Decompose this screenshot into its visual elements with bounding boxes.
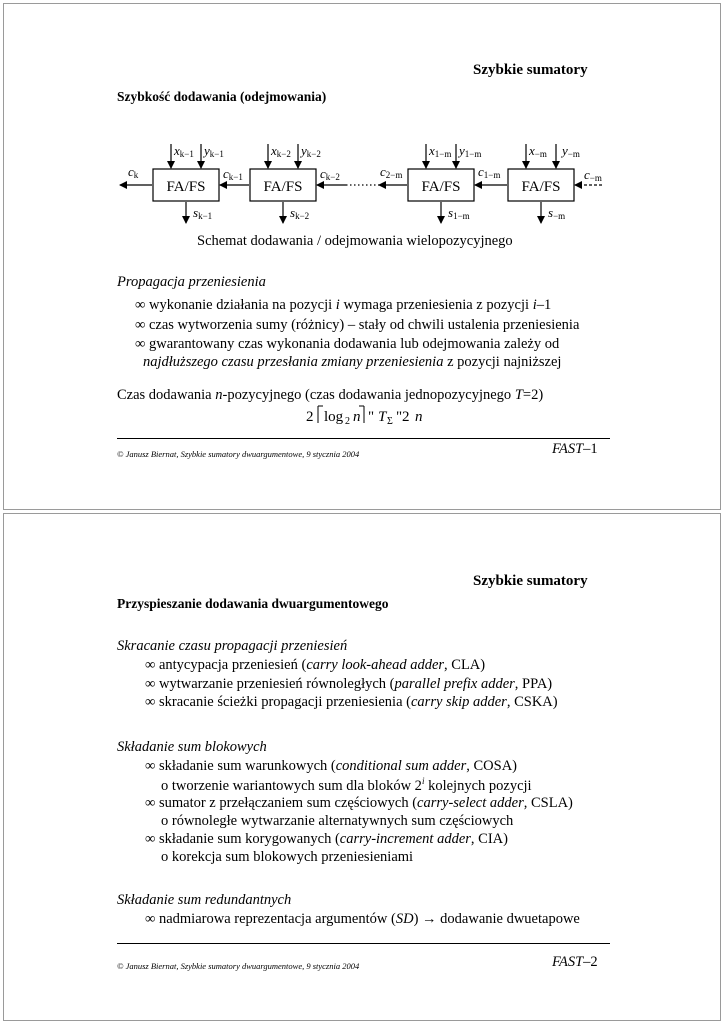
carry-label: c1−m xyxy=(478,164,501,180)
slide-title: Szybkie sumatory xyxy=(473,573,588,589)
sum-label: sk−2 xyxy=(290,205,310,221)
block-label: FA/FS xyxy=(263,179,303,195)
complexity-formula xyxy=(304,402,444,428)
svg-text:Σ: Σ xyxy=(387,416,393,427)
input-x-label: x1−m xyxy=(429,143,452,159)
sub-bullet-item: o korekcja sum blokowych przeniesieniami xyxy=(161,849,414,865)
bullet-item: ∞ antycypacja przeniesień (carry look-ahead adder, CLA) xyxy=(145,657,486,673)
infinity-bullet-icon: ∞ xyxy=(135,317,146,333)
time-statement: Czas dodawania n-pozycyjnego (czas dodawania jednopozycyjnego T=2) xyxy=(117,387,544,403)
input-x-label: xk−1 xyxy=(174,143,194,159)
section-heading: Skracanie czasu propagacji przeniesień xyxy=(117,638,348,654)
sub-bullet-item: o równoległe wytwarzanie alternatywnych sum częściowych xyxy=(161,813,514,829)
section-heading: Składanie sum blokowych xyxy=(117,739,267,755)
slide-subtitle: Szybkość dodawania (odejmowania) xyxy=(117,89,327,104)
infinity-bullet-icon: ∞ xyxy=(145,911,156,927)
circle-bullet-icon: o xyxy=(161,849,169,865)
slide-1 xyxy=(3,3,721,510)
bullet-item: ∞ gwarantowany czas wykonania dodawania lub odejmowania zależy od xyxy=(135,336,560,352)
input-y-label: yk−2 xyxy=(301,143,321,159)
page-label: FAST–1 xyxy=(552,441,598,457)
block-label: FA/FS xyxy=(166,179,206,195)
svg-text:n: n xyxy=(415,409,423,425)
input-y-label: y1−m xyxy=(459,143,482,159)
infinity-bullet-icon: ∞ xyxy=(135,297,146,313)
bullet-item: ∞ skracanie ścieżki propagacji przeniesienia (carry skip adder, CSKA) xyxy=(145,694,558,710)
svg-text:log: log xyxy=(324,409,344,425)
bullet-item: ∞ nadmiarowa reprezentacja argumentów (SD) → dodawanie dwuetapowe xyxy=(145,911,580,927)
svg-text:": " xyxy=(368,409,375,425)
circle-bullet-icon: o xyxy=(161,777,169,794)
right-arrow-icon: → xyxy=(422,911,437,927)
block-label: FA/FS xyxy=(421,179,461,195)
bullet-item: ∞ składanie sum korygowanych (carry-increment adder, CIA) xyxy=(145,831,508,847)
svg-text:2: 2 xyxy=(345,416,350,427)
sum-label: s1−m xyxy=(448,205,470,221)
sub-bullet-item: o tworzenie wariantowych sum dla bloków 2$^i$ kolejnych pozycji xyxy=(161,776,532,794)
infinity-bullet-icon: ∞ xyxy=(145,831,156,847)
block-label: FA/FS xyxy=(521,179,561,195)
carry-label: c−m xyxy=(584,167,602,183)
svg-text:": " xyxy=(396,409,403,425)
circle-bullet-icon: o xyxy=(161,813,169,829)
infinity-bullet-icon: ∞ xyxy=(145,795,156,811)
infinity-bullet-icon: ∞ xyxy=(145,657,156,673)
footer-credit: © Janusz Biernat, Szybkie sumatory dwuargumentowe, 9 stycznia 2004 xyxy=(117,449,360,459)
infinity-bullet-icon: ∞ xyxy=(145,694,156,710)
slide-2 xyxy=(3,513,721,1021)
infinity-bullet-icon: ∞ xyxy=(145,676,156,692)
bullet-item: ∞ wykonanie działania na pozycji i wymaga przeniesienia z pozycji i–1 xyxy=(135,297,552,313)
sum-label: sk−1 xyxy=(193,205,213,221)
page-label: FAST–2 xyxy=(552,954,598,970)
bullet-item: ∞ czas wytworzenia sumy (różnicy) – stały od chwili ustalenia przeniesienia xyxy=(135,317,580,333)
infinity-bullet-icon: ∞ xyxy=(145,758,156,774)
section-heading: Składanie sum redundantnych xyxy=(117,892,292,908)
bullet-item: ∞ sumator z przełączaniem sum częściowych (carry-select adder, CSLA) xyxy=(145,795,573,811)
sum-label: s−m xyxy=(548,205,566,221)
carry-label: ck xyxy=(128,164,139,180)
section-heading: Propagacja przeniesienia xyxy=(117,274,266,290)
footer-credit: © Janusz Biernat, Szybkie sumatory dwuargumentowe, 9 stycznia 2004 xyxy=(117,961,360,971)
infinity-bullet-icon: ∞ xyxy=(135,336,146,352)
input-x-label: x−m xyxy=(529,143,547,159)
slide-subtitle: Przyspieszanie dodawania dwuargumentowego xyxy=(117,596,389,611)
footer-rule xyxy=(117,943,610,944)
svg-text:n: n xyxy=(353,409,361,425)
carry-label: ck−2 xyxy=(320,166,340,182)
svg-text:T: T xyxy=(378,409,387,425)
footer-rule xyxy=(117,438,610,439)
input-y-label: y−m xyxy=(562,143,580,159)
svg-text:2: 2 xyxy=(402,409,410,425)
input-x-label: xk−2 xyxy=(271,143,291,159)
carry-label: c2−m xyxy=(380,164,403,180)
bullet-continuation: najdłuższego czasu przesłania zmiany przeniesienia z pozycji najniższej xyxy=(143,354,562,370)
diagram-caption: Schemat dodawania / odejmowania wielopozycyjnego xyxy=(197,233,513,249)
carry-label: ck−1 xyxy=(223,166,243,182)
slide-title: Szybkie sumatory xyxy=(473,62,588,78)
bullet-item: ∞ składanie sum warunkowych (conditional sum adder, COSA) xyxy=(145,758,518,774)
svg-text:2: 2 xyxy=(306,409,314,425)
bullet-item: ∞ wytwarzanie przeniesień równoległych (parallel prefix adder, PPA) xyxy=(145,676,553,692)
adder-chain-diagram xyxy=(4,4,720,509)
input-y-label: yk−1 xyxy=(204,143,224,159)
